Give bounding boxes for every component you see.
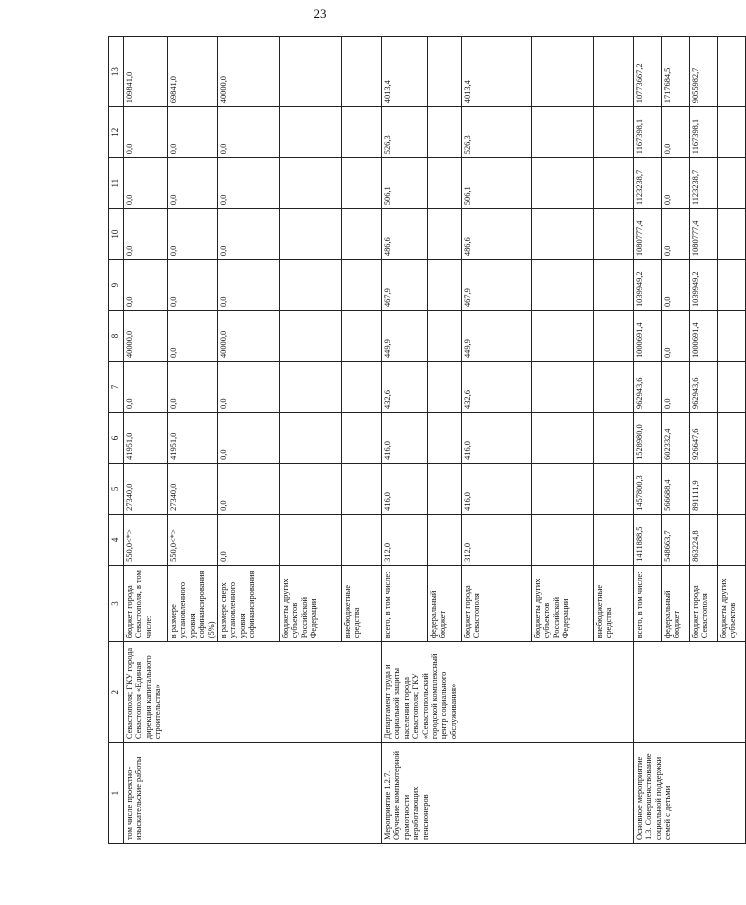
value-cell: 416,0 [462, 412, 532, 463]
value-cell: 41951,0 [168, 412, 218, 463]
value-cell: 526,3 [382, 107, 428, 158]
rotated-table-container [108, 36, 738, 844]
value-cell [594, 107, 634, 158]
value-cell [342, 412, 382, 463]
funding-source-cell: федеральный бюджет [428, 565, 462, 641]
funding-source-cell: в размере установленного уровня софинансирования (5%) [168, 565, 218, 641]
value-cell [594, 260, 634, 311]
header-row [109, 37, 124, 844]
value-cell: 506,1 [462, 158, 532, 209]
value-cell: 0,0 [168, 209, 218, 260]
funding-source-cell: внебюджетные средства [342, 565, 382, 641]
value-cell [428, 463, 462, 514]
value-cell [718, 362, 746, 413]
column-header: 13 [109, 37, 124, 107]
column-header: 8 [109, 311, 124, 362]
funding-source-cell: бюджет города Севастополя [690, 565, 718, 641]
value-cell: 506,1 [382, 158, 428, 209]
column-header: 7 [109, 362, 124, 413]
value-cell: 1080777,4 [690, 209, 718, 260]
value-cell [532, 209, 594, 260]
value-cell [718, 514, 746, 565]
value-cell [532, 260, 594, 311]
value-cell [532, 514, 594, 565]
value-cell: 27340,0 [124, 463, 168, 514]
value-cell [594, 158, 634, 209]
value-cell: 0,0 [168, 362, 218, 413]
column-header: 3 [109, 565, 124, 641]
value-cell: 1000691,4 [634, 311, 662, 362]
value-cell: 566688,4 [662, 463, 690, 514]
column-header: 10 [109, 209, 124, 260]
value-cell: 416,0 [382, 412, 428, 463]
value-cell: 1457800,3 [634, 463, 662, 514]
value-cell: 1717684,5 [662, 37, 690, 107]
column-header: 2 [109, 642, 124, 743]
value-cell [342, 463, 382, 514]
value-cell: 449,9 [382, 311, 428, 362]
value-cell: 41951,0 [124, 412, 168, 463]
column-header: 4 [109, 514, 124, 565]
value-cell: 1167398,1 [634, 107, 662, 158]
value-cell [342, 209, 382, 260]
value-cell: 550,0<*> [168, 514, 218, 565]
value-cell [342, 158, 382, 209]
value-cell [594, 311, 634, 362]
value-cell [428, 209, 462, 260]
value-cell [718, 311, 746, 362]
value-cell: 486,6 [382, 209, 428, 260]
funding-source-cell: всего, в том числе: [382, 565, 428, 641]
funding-source-cell: бюджет города Севастополя, в том числе: [124, 565, 168, 641]
value-cell: 0,0 [218, 158, 280, 209]
value-cell [718, 37, 746, 107]
column-header: 5 [109, 463, 124, 514]
value-cell [280, 209, 342, 260]
value-cell: 0,0 [218, 107, 280, 158]
value-cell: 548663,7 [662, 514, 690, 565]
value-cell: 69841,0 [168, 37, 218, 107]
value-cell: 1000691,4 [690, 311, 718, 362]
value-cell [342, 260, 382, 311]
value-cell [280, 311, 342, 362]
value-cell: 863224,8 [690, 514, 718, 565]
column-header: 1 [109, 743, 124, 844]
value-cell [280, 463, 342, 514]
value-cell: 0,0 [124, 107, 168, 158]
value-cell [428, 158, 462, 209]
value-cell [342, 362, 382, 413]
executor-cell [634, 642, 746, 743]
activity-name-cell: том числе проектно-изыскательские работы [124, 743, 382, 844]
value-cell: 312,0 [382, 514, 428, 565]
value-cell [280, 37, 342, 107]
value-cell [594, 362, 634, 413]
value-cell: 0,0 [662, 107, 690, 158]
value-cell [342, 514, 382, 565]
value-cell [428, 260, 462, 311]
value-cell: 27340,0 [168, 463, 218, 514]
value-cell [342, 311, 382, 362]
table-row [382, 37, 428, 844]
value-cell: 0,0 [662, 209, 690, 260]
funding-source-cell: бюджеты других субъектов [718, 565, 746, 641]
value-cell [280, 158, 342, 209]
value-cell [594, 412, 634, 463]
value-cell: 0,0 [168, 311, 218, 362]
value-cell: 0,0 [218, 209, 280, 260]
value-cell [718, 260, 746, 311]
value-cell [594, 209, 634, 260]
value-cell: 1411888,5 [634, 514, 662, 565]
value-cell [428, 107, 462, 158]
table-row [634, 37, 662, 844]
value-cell [428, 37, 462, 107]
value-cell [532, 362, 594, 413]
value-cell: 0,0 [168, 107, 218, 158]
value-cell: 550,0<*> [124, 514, 168, 565]
value-cell: 449,9 [462, 311, 532, 362]
value-cell [532, 158, 594, 209]
value-cell: 0,0 [168, 158, 218, 209]
value-cell: 4013,4 [382, 37, 428, 107]
value-cell: 0,0 [662, 311, 690, 362]
value-cell: 486,6 [462, 209, 532, 260]
value-cell [718, 209, 746, 260]
value-cell [718, 412, 746, 463]
value-cell [428, 514, 462, 565]
value-cell [280, 362, 342, 413]
value-cell: 432,6 [462, 362, 532, 413]
funding-source-cell: в размере сверх установленного уровня софинансирования [218, 565, 280, 641]
value-cell [280, 107, 342, 158]
executor-cell: Департамент труда и социальной защиты населения города Севастополя; ГКУ «Севастопольский городской комплексный центр социального обслуживания» [382, 642, 634, 743]
value-cell: 40000,0 [218, 37, 280, 107]
executor-cell: Севастополя; ГКУ города Севастополя «Единая дирекция капитального строительства» [124, 642, 382, 743]
value-cell: 1080777,4 [634, 209, 662, 260]
value-cell [342, 37, 382, 107]
value-cell [532, 412, 594, 463]
value-cell: 0,0 [124, 209, 168, 260]
table-row [124, 37, 168, 844]
column-header: 9 [109, 260, 124, 311]
funding-source-cell: внебюджетные средства [594, 565, 634, 641]
value-cell [280, 514, 342, 565]
value-cell: 416,0 [382, 463, 428, 514]
value-cell: 0,0 [662, 362, 690, 413]
value-cell: 1123238,7 [690, 158, 718, 209]
activity-name-cell: Мероприятие 1.2.7. Обучение компьютерной грамотности неработающих пенсионеров [382, 743, 634, 844]
activity-name-cell: Основное мероприятие 1.3. Совершенствование социальной поддержки семей с детьми [634, 743, 746, 844]
value-cell: 40000,0 [218, 311, 280, 362]
value-cell [718, 463, 746, 514]
value-cell: 1123238,7 [634, 158, 662, 209]
value-cell: 926647,6 [690, 412, 718, 463]
value-cell: 9055982,7 [690, 37, 718, 107]
budget-table [108, 36, 746, 844]
value-cell [532, 37, 594, 107]
value-cell: 1039949,2 [690, 260, 718, 311]
value-cell: 0,0 [218, 362, 280, 413]
value-cell: 0,0 [124, 260, 168, 311]
value-cell [718, 107, 746, 158]
value-cell: 1167398,1 [690, 107, 718, 158]
value-cell: 0,0 [168, 260, 218, 311]
value-cell [428, 362, 462, 413]
value-cell [532, 107, 594, 158]
value-cell: 891111,9 [690, 463, 718, 514]
value-cell [532, 311, 594, 362]
value-cell: 0,0 [218, 412, 280, 463]
column-header: 11 [109, 158, 124, 209]
funding-source-cell: всего, в том числе: [634, 565, 662, 641]
table-body [124, 37, 746, 844]
value-cell: 962943,6 [634, 362, 662, 413]
funding-source-cell: бюджеты других субъектов Российской Федерации [280, 565, 342, 641]
value-cell: 10773667,2 [634, 37, 662, 107]
value-cell [594, 37, 634, 107]
funding-source-cell: бюджет города Севастополя [462, 565, 532, 641]
value-cell [280, 412, 342, 463]
value-cell [594, 514, 634, 565]
value-cell [342, 107, 382, 158]
value-cell: 432,6 [382, 362, 428, 413]
value-cell: 416,0 [462, 463, 532, 514]
value-cell: 1528980,0 [634, 412, 662, 463]
value-cell: 0,0 [218, 514, 280, 565]
column-header: 12 [109, 107, 124, 158]
value-cell: 0,0 [124, 362, 168, 413]
value-cell: 602332,4 [662, 412, 690, 463]
value-cell: 0,0 [218, 260, 280, 311]
value-cell: 467,9 [382, 260, 428, 311]
value-cell: 962943,6 [690, 362, 718, 413]
value-cell: 1039949,2 [634, 260, 662, 311]
value-cell: 0,0 [218, 463, 280, 514]
funding-source-cell: бюджеты других субъектов Российской Федерации [532, 565, 594, 641]
value-cell [718, 158, 746, 209]
value-cell [594, 463, 634, 514]
value-cell: 467,9 [462, 260, 532, 311]
value-cell: 109841,0 [124, 37, 168, 107]
value-cell: 0,0 [662, 260, 690, 311]
value-cell: 312,0 [462, 514, 532, 565]
page-number: 23 [313, 6, 327, 21]
funding-source-cell: федеральный бюджет [662, 565, 690, 641]
value-cell: 0,0 [124, 158, 168, 209]
value-cell [532, 463, 594, 514]
value-cell [428, 412, 462, 463]
value-cell: 4013,4 [462, 37, 532, 107]
column-header: 6 [109, 412, 124, 463]
value-cell: 0,0 [662, 158, 690, 209]
value-cell: 40000,0 [124, 311, 168, 362]
value-cell [428, 311, 462, 362]
value-cell: 526,3 [462, 107, 532, 158]
value-cell [280, 260, 342, 311]
